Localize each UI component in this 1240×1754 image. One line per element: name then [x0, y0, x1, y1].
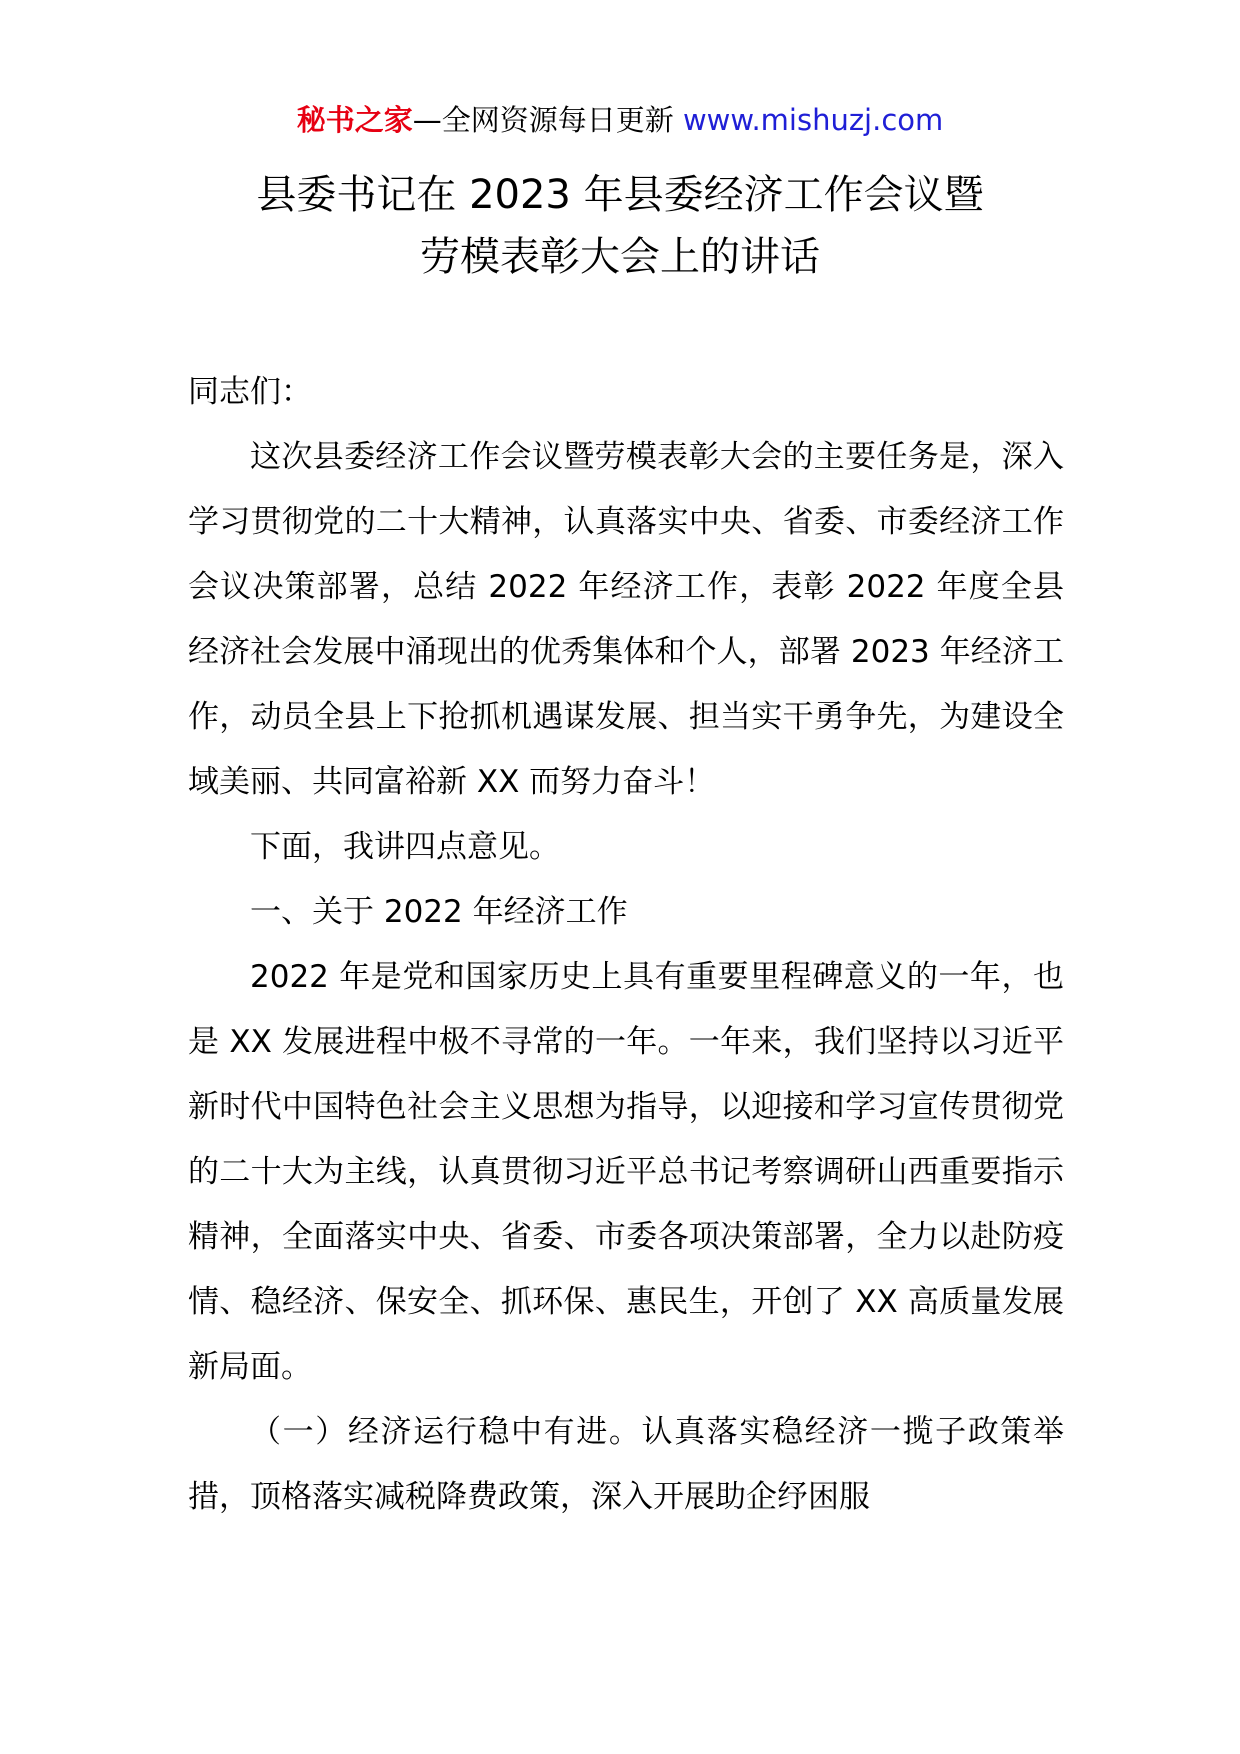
salutation: 同志们： [188, 374, 312, 410]
site-url-link[interactable]: www.mishuzj.com [682, 103, 944, 137]
title-line-2: 劳模表彰大会上的讲话 [420, 234, 820, 280]
document-title [0, 164, 1240, 288]
paragraph-2022-review: 2022 年是党和国家历史上具有重要里程碑意义的一年，也是 XX 发展进程中极不寻常的一年。一年来，我们坚持以习近平新时代中国特色社会主义思想为指导，以迎接和学习宣传贯彻党的二十大为主线，认真贯彻习近平总书记考察调研山西重要指示精神，全面落实中央、省委、市委各项决策部署，全力以赴防疫情、稳经济、保安全、抓环保、惠民生，开创了 XX 高质量发展新局面。 [188, 959, 1064, 1385]
title-line-1: 县委书记在 2023 年县委经济工作会议暨 [256, 172, 984, 218]
banner-tagline: —全网资源每日更新 [412, 103, 683, 137]
paragraph-intro: 这次县委经济工作会议暨劳模表彰大会的主要任务是，深入学习贯彻党的二十大精神，认真落实中央、省委、市委经济工作会议决策部署，总结 2022 年经济工作，表彰 2022 年度全县经济社会发展中涌现出的优秀集体和个人，部署 2023 年经济工作，动员全县上下抢抓机遇谋发展、担当实干勇争先，为建设全域美丽、共同富裕新 XX 而努力奋斗！ [188, 439, 1064, 800]
brand-name: 秘书之家 [296, 103, 413, 137]
section-heading-1: 一、关于 2022 年经济工作 [250, 894, 628, 930]
paragraph-economy-1: （一）经济运行稳中有进。认真落实稳经济一揽子政策举措，顶格落实减税降费政策，深入开展助企纾困服 [188, 1414, 1064, 1515]
paragraph-outline: 下面，我讲四点意见。 [250, 829, 560, 865]
site-banner [0, 100, 1240, 140]
document-body [188, 360, 1064, 1530]
